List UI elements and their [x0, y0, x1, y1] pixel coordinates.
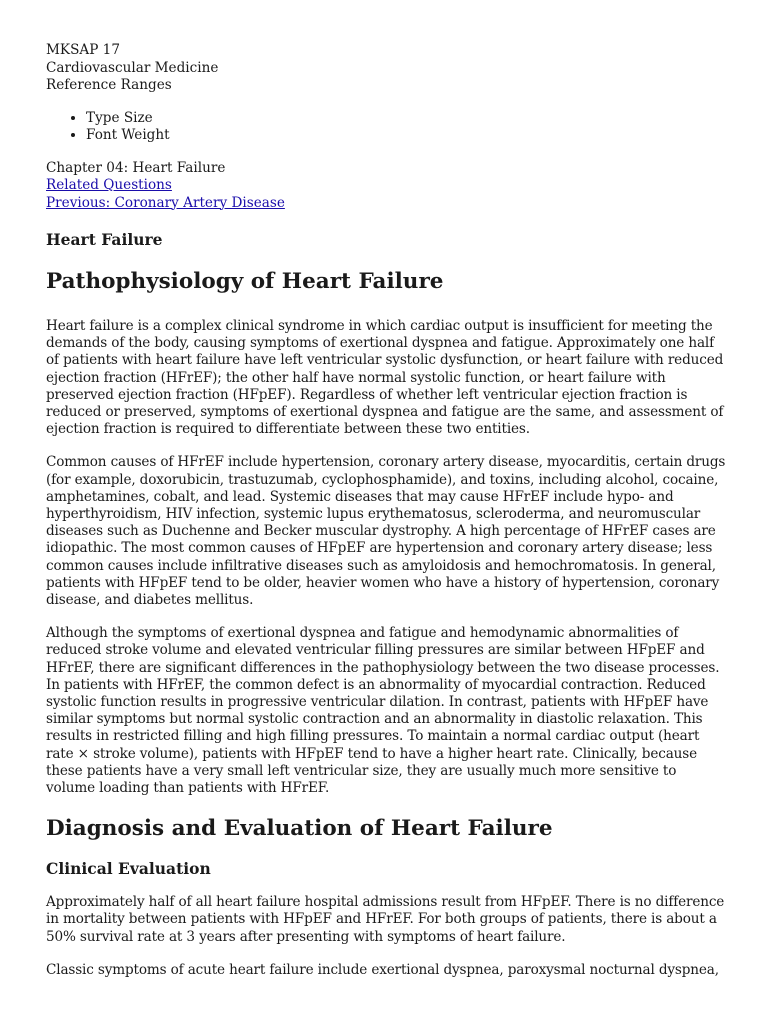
- display-settings-list: [46, 110, 726, 145]
- pathophysiology-heading: Pathophysiology of Heart Failure: [46, 269, 444, 294]
- paragraph: Common causes of HFrEF include hypertension, coronary artery disease, myocarditis, certain drugs (for example, doxorubicin, trastuzumab, cyclophosphamide), and toxins, including alcohol, cocaine, amphetamines, cobalt, and lead. Systemic diseases that may cause HFrEF include hypo- and hyperthyroidism, HIV infection, systemic lupus erythematosus, scleroderma, and neuromuscular diseases such as Duchenne and Becker muscular dystrophy. A high percentage of HFrEF cases are idiopathic. The most common causes of HFpEF are hypertension and coronary artery disease; less common causes include infiltrative diseases such as amyloidosis and hemochromatosis. In general, patients with HFpEF tend to be older, heavier women who have a history of hypertension, coronary disease, and diabetes mellitus.: [46, 454, 726, 609]
- diagnosis-heading: Diagnosis and Evaluation of Heart Failure: [46, 816, 553, 842]
- paragraph: Approximately half of all heart failure hospital admissions result from HFpEF. There is no difference in mortality between patients with HFpEF and HFrEF. For both groups of patients, there is about a 50% survival rate at 3 years after presenting with symptoms of heart failure.: [46, 894, 725, 945]
- paragraph: Although the symptoms of exertional dyspnea and fatigue and hemodynamic abnormalities of reduced stroke volume and elevated ventricular filling pressures are similar between HFpEF and HFrEF, there are significant differences in the pathophysiology between the two disease processes. In patients with HFrEF, the common defect is an abnormality of myocardial contraction. Reduced systolic function results in progressive ventricular dilation. In contrast, patients with HFpEF have similar symptoms but normal systolic contraction and an abnormality in diastolic relaxation. This results in restricted filling and high filling pressures. To maintain a normal cardiac output (heart rate × stroke volume), patients with HFpEF tend to have a higher heart rate. Clinically, because these patients have a very small left ventricular size, they are usually much more sensitive to volume loading than patients with HFrEF.: [46, 625, 720, 797]
- paragraph: Classic symptoms of acute heart failure include exertional dyspnea, paroxysmal nocturnal dyspnea,: [46, 961, 719, 978]
- clinical-evaluation-heading: Clinical Evaluation: [46, 859, 211, 879]
- previous-chapter-link[interactable]: Previous: Coronary Artery Disease: [46, 194, 285, 211]
- book-section: Cardiovascular Medicine: [46, 59, 219, 76]
- document-page: [46, 42, 726, 995]
- font-weight-option[interactable]: • Font Weight: [86, 127, 726, 145]
- reference-ranges-label[interactable]: Reference Ranges: [46, 77, 172, 93]
- book-title: MKSAP 17: [46, 42, 120, 58]
- paragraph: Heart failure is a complex clinical syndrome in which cardiac output is insufficient for meeting the demands of the body, causing symptoms of exertional dyspnea and fatigue. Approximately one half of patients with heart failure have left ventricular systolic dysfunction, or heart failure with reduced ejection fraction (HFrEF); the other half have normal systolic function, or heart failure with preserved ejection fraction (HFpEF). Regardless of whether left ventricular ejection fraction is reduced or preserved, symptoms of exertional dyspnea and fatigue are the same, and assessment of ejection fraction is required to differentiate between these two entities.: [46, 318, 724, 438]
- chapter-title: Chapter 04: Heart Failure: [46, 159, 226, 176]
- related-questions-link[interactable]: Related Questions: [46, 177, 172, 193]
- section-label: Heart Failure: [46, 230, 163, 249]
- type-size-option[interactable]: • Type Size: [86, 110, 726, 128]
